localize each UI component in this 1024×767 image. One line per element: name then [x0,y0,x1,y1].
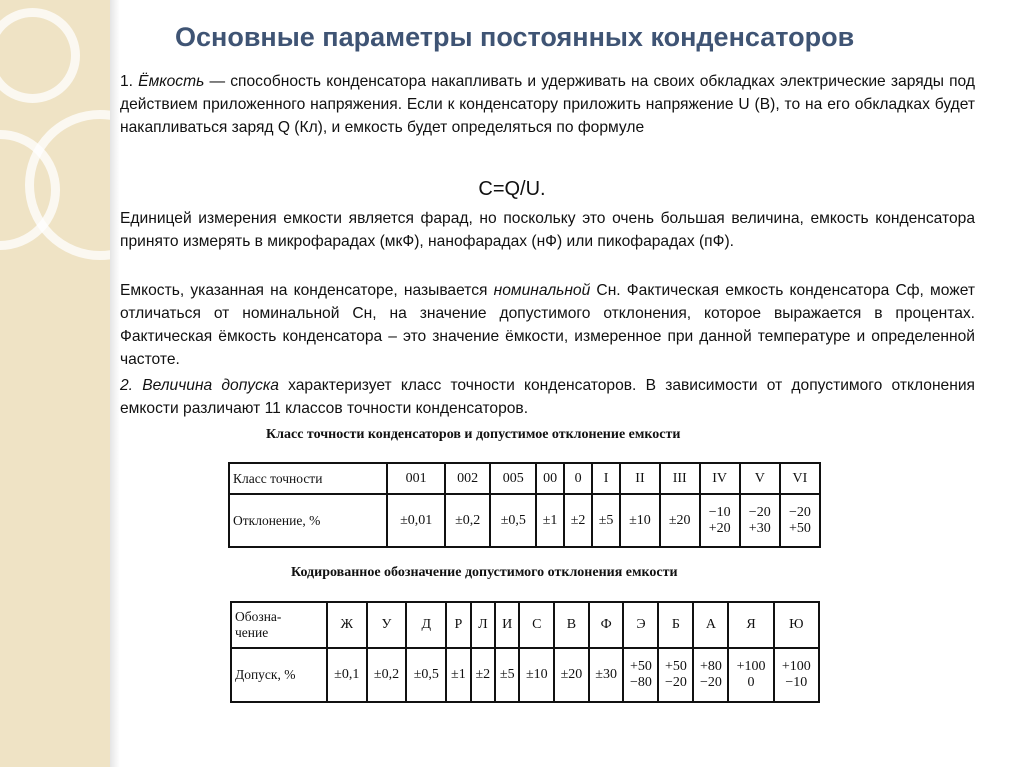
accuracy-class-cell: II [620,463,660,494]
tolerance-value-cell: ±20 [554,648,589,702]
term-tolerance: 2. Величина допуска [120,377,279,394]
deviation-cell: −20 +30 [740,494,780,547]
paragraph-text: характеризует класс точности конденсаторов. В зависимости от допустимого отклонения емкости различают 11 классов точности конденсаторов. [120,377,975,417]
deviation-cell: ±0,2 [445,494,491,547]
decorative-side-band [0,0,110,767]
tolerance-code-table [230,601,820,703]
tolerance-value-cell: ±1 [446,648,470,702]
accuracy-class-cell: 00 [536,463,564,494]
tolerance-value-cell: ±0,5 [406,648,446,702]
tolerance-value-cell: +100 0 [728,648,773,702]
tolerance-code-cell: С [519,602,554,648]
row-label: Класс точности [229,463,387,494]
deviation-cell: −20 +50 [780,494,820,547]
decorative-ring [0,8,80,103]
deviation-cell: ±2 [564,494,592,547]
accuracy-class-cell: 005 [490,463,536,494]
table1-caption: Класс точности конденсаторов и допустимое отклонение емкости [266,427,681,442]
slide-edge-shadow [110,0,120,767]
tolerance-code-cell: И [495,602,519,648]
tolerance-code-cell: В [554,602,589,648]
deviation-cell: ±1 [536,494,564,547]
slide-title: Основные параметры постоянных конденсаторов [175,22,855,52]
accuracy-class-cell: V [740,463,780,494]
paragraph-tolerance [120,374,975,420]
table-row [229,494,820,547]
tolerance-code-cell: Р [446,602,470,648]
row-label: Обозна- чение [231,602,327,648]
tolerance-code-cell: Я [728,602,773,648]
accuracy-class-cell: VI [780,463,820,494]
tolerance-value-cell: +50 −80 [623,648,658,702]
term-nominal: номинальной [493,282,591,299]
paragraph-nominal [120,279,975,371]
deviation-cell: ±5 [592,494,620,547]
tolerance-value-cell: ±5 [495,648,519,702]
term-capacitance: Ёмкость [138,73,205,90]
paragraph-units: Единицей измерения емкости является фарад, но поскольку это очень большая величина, емкость конденсатора принято измерять в микрофарадах (мкФ), нанофарадах (нФ) или пикофарадах (пФ). [120,210,975,250]
deviation-cell: −10 +20 [700,494,740,547]
accuracy-class-cell: IV [700,463,740,494]
accuracy-class-cell: 0 [564,463,592,494]
table-row [231,648,819,702]
row-label: Допуск, % [231,648,327,702]
table2-caption: Кодированное обозначение допустимого отклонения емкости [291,565,678,580]
accuracy-class-cell: III [660,463,700,494]
deviation-cell: ±10 [620,494,660,547]
paragraph-text: Сн. Фактическая емкость конденсатора Сф, может отличаться от номинальной Сн, на значение допустимого отклонения, которое выражается в процентах. Фактическая ёмкость конденсатора – это значение ёмкости, измеренное при данной температуре и определенной частоте. [120,282,975,368]
tolerance-value-cell: +50 −20 [658,648,693,702]
tolerance-code-cell: А [693,602,728,648]
accuracy-class-cell: I [592,463,620,494]
table-row [229,463,820,494]
tolerance-value-cell: ±0,1 [327,648,367,702]
paragraph-capacitance [120,70,975,139]
tolerance-code-cell: Ф [589,602,624,648]
tolerance-code-cell: Л [471,602,495,648]
tolerance-value-cell: ±0,2 [367,648,407,702]
tolerance-value-cell: +80 −20 [693,648,728,702]
tolerance-value-cell: ±30 [589,648,624,702]
tolerance-code-cell: Ю [774,602,819,648]
tolerance-code-cell: У [367,602,407,648]
tolerance-code-cell: Д [406,602,446,648]
tolerance-value-cell: ±2 [471,648,495,702]
deviation-cell: ±0,01 [387,494,444,547]
paragraph-text: Емкость, указанная на конденсаторе, называется [120,282,494,299]
paragraph-text: — способность конденсатора накапливать и удерживать на своих обкладках электрические заряды под действием приложенного напряжения. Если к конденсатору приложить напряжение U (В), то на его обкладках будет накапливаться заряд Q (Кл), и емкость будет определяться по формуле [120,73,975,136]
deviation-cell: ±20 [660,494,700,547]
deviation-cell: ±0,5 [490,494,536,547]
tolerance-code-cell: Ж [327,602,367,648]
tolerance-value-cell: +100 −10 [774,648,819,702]
table-row [231,602,819,648]
formula: C=Q/U. [478,178,546,200]
tolerance-code-cell: Б [658,602,693,648]
accuracy-class-cell: 001 [387,463,444,494]
accuracy-class-table [228,462,821,548]
accuracy-class-cell: 002 [445,463,491,494]
paragraph-number: 1. [120,73,139,90]
tolerance-value-cell: ±10 [519,648,554,702]
tolerance-code-cell: Э [623,602,658,648]
row-label: Отклонение, % [229,494,387,547]
